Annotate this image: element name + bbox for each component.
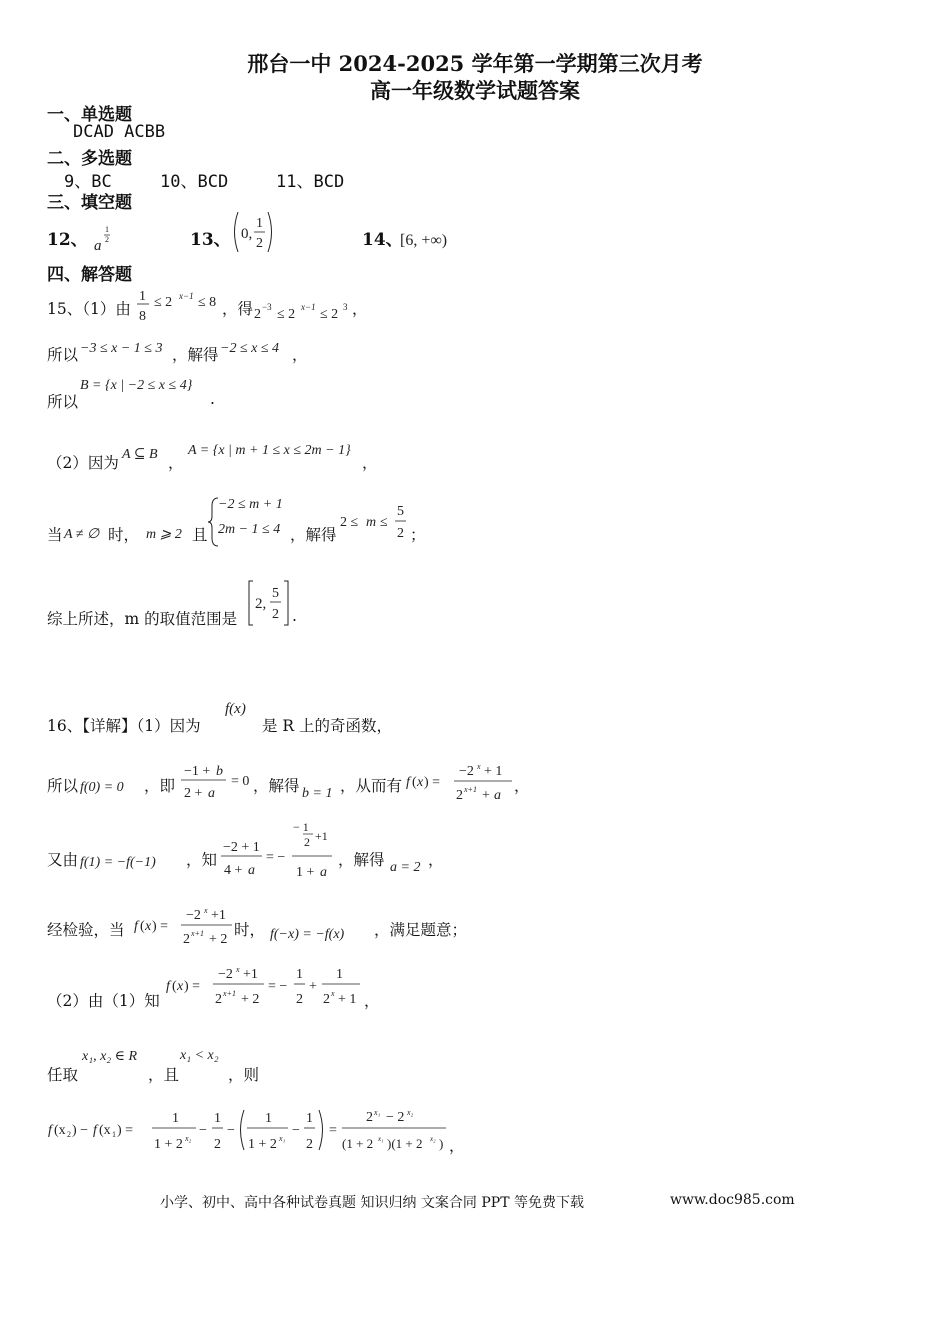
svg-text:x−1: x−1: [301, 302, 316, 312]
svg-text:1: 1: [336, 967, 343, 982]
svg-text:(: (: [412, 775, 417, 790]
q16-difference-formula: [46, 1106, 450, 1154]
q16-line3-know: ，知: [186, 851, 218, 869]
svg-text:−3: −3: [262, 302, 272, 312]
q16-line2-prefix: 所以: [47, 777, 79, 795]
label-q14: 14、: [362, 230, 403, 250]
q15-inequality-2: [254, 298, 354, 324]
section-heading-single-choice: 一、单选题: [47, 105, 132, 125]
q15-line1-end: ，: [352, 300, 368, 318]
svg-text:x: x: [477, 762, 481, 771]
svg-text:4 +: 4 +: [224, 863, 243, 878]
q15-conclusion: 综上所述，m 的取值范围是: [47, 610, 238, 628]
q16-line2-formula-b: b = 1: [302, 786, 333, 801]
svg-text:x: x: [236, 965, 240, 974]
document-subtitle: 高一年级数学试题答案: [370, 78, 580, 103]
q16-part2-formula: [164, 962, 366, 1008]
svg-text:≤ 2: ≤ 2: [320, 307, 339, 322]
svg-text:x+1: x+1: [191, 929, 204, 938]
svg-text:2: 2: [183, 932, 190, 947]
q15-line5-prefix: 当: [47, 526, 63, 544]
svg-text:2: 2: [304, 835, 310, 849]
svg-text:x₂: x₂: [407, 1108, 414, 1117]
q16-fx-formula: [404, 760, 516, 804]
svg-text:1 + 2: 1 + 2: [154, 1137, 183, 1152]
svg-text:x: x: [145, 919, 152, 934]
q16-line3-formula-1: f(1) = −f(−1): [80, 855, 156, 870]
svg-text:2: 2: [366, 1110, 373, 1125]
svg-text:2: 2: [256, 236, 263, 251]
answer-q11: 11、BCD: [276, 172, 345, 192]
q16-part2-end: ，: [364, 992, 380, 1010]
label-q12: 12、: [47, 230, 88, 250]
q15-range-formula: [246, 578, 294, 628]
svg-text:1: 1: [172, 1111, 179, 1126]
svg-text:) =: ) =: [424, 775, 441, 790]
svg-text:1 +: 1 +: [296, 865, 315, 880]
svg-text:5: 5: [397, 504, 404, 519]
q16-line4-prefix: 经检验，当: [47, 921, 125, 939]
svg-text:2: 2: [397, 526, 404, 541]
svg-text:x+1: x+1: [464, 785, 477, 794]
q16-line3-solve: ，解得: [338, 851, 385, 869]
svg-text:(x: (x: [54, 1123, 66, 1138]
q15-line1-mid: ，得: [222, 300, 254, 318]
q15-line5-formula-1: A ≠ ∅: [64, 527, 100, 542]
svg-text:): ): [439, 1136, 444, 1151]
answer-q14-formula: [400, 226, 462, 252]
svg-text:a: a: [94, 238, 102, 254]
q15-line2-mid: ，解得: [172, 346, 219, 364]
svg-text:2: 2: [105, 235, 109, 244]
answer-q12-formula: [92, 222, 116, 256]
svg-text:f: f: [406, 775, 410, 790]
q16-fraction-b: [178, 760, 254, 802]
svg-text:≤ 2: ≤ 2: [277, 307, 296, 322]
svg-text:(x: (x: [99, 1123, 111, 1138]
svg-text:(1 + 2: (1 + 2: [342, 1136, 374, 1151]
svg-text:+1: +1: [243, 967, 258, 982]
svg-text:) =: ) =: [117, 1123, 134, 1138]
svg-text:b: b: [216, 764, 223, 779]
q16-line6-formula-1: x₁, x₂ ∈ R: [82, 1049, 138, 1064]
q16-line2-ie: ，即: [144, 777, 176, 795]
svg-text:−: −: [292, 1123, 300, 1138]
document-title: 邢台一中 2024-2025 学年第一学期第三次月考: [247, 51, 703, 76]
svg-text:2: 2: [214, 1137, 221, 1152]
svg-text:2: 2: [67, 1130, 71, 1139]
q16-line2-solve: ，解得: [253, 777, 300, 795]
svg-text:[6, +∞): [6, +∞): [400, 232, 448, 249]
svg-text:2: 2: [215, 992, 222, 1007]
svg-text:f: f: [93, 1123, 97, 1138]
svg-text:2 +: 2 +: [184, 786, 203, 801]
q15-line1-prefix: 15、（1）由: [47, 300, 131, 318]
svg-text:=: =: [329, 1123, 337, 1138]
q16-equation-a: [218, 818, 338, 884]
q15-part2-prefix: （2）因为: [47, 454, 119, 472]
svg-text:5: 5: [272, 586, 279, 601]
q16-line4-when: 时，: [234, 921, 266, 939]
svg-text:2: 2: [323, 992, 330, 1007]
svg-text:= −: = −: [268, 979, 288, 994]
q15-line3-formula: B = {x | −2 ≤ x ≤ 4}: [80, 378, 193, 393]
q16-line6-then: ，则: [228, 1066, 260, 1084]
svg-text:−2: −2: [218, 967, 233, 982]
svg-text:a: a: [248, 863, 255, 878]
q16-line7-end: ，: [449, 1137, 465, 1155]
svg-text:2: 2: [272, 607, 279, 622]
q16-part2-prefix: （2）由（1）知: [47, 992, 160, 1010]
svg-text:≤ 8: ≤ 8: [198, 295, 217, 310]
section-heading-solution: 四、解答题: [47, 265, 132, 285]
q15-line5-when: 时，: [108, 526, 140, 544]
q15-system-eq1: −2 ≤ m + 1: [218, 497, 283, 512]
svg-text:) =: ) =: [152, 919, 169, 934]
q15-result-formula: [340, 500, 412, 542]
svg-text:1: 1: [296, 967, 303, 982]
q15-line3-end: .: [210, 390, 215, 408]
svg-text:x: x: [204, 906, 208, 915]
q16-line4-end: ，满足题意；: [374, 921, 468, 939]
section-heading-multi-choice: 二、多选题: [47, 149, 132, 169]
svg-text:f: f: [134, 919, 138, 934]
svg-text:f: f: [166, 979, 170, 994]
svg-text:)(1 + 2: )(1 + 2: [387, 1136, 423, 1151]
svg-text:x: x: [417, 775, 424, 790]
q15-system-eq2: 2m − 1 ≤ 4: [218, 522, 281, 537]
q15-part2-formula-1: A ⊆ B: [122, 447, 158, 462]
svg-text:x: x: [331, 989, 335, 998]
answer-q13-formula: [228, 208, 278, 256]
svg-text:− 1: − 1: [293, 820, 309, 834]
svg-text:f: f: [48, 1123, 52, 1138]
q16-line2-thus: ，从而有: [340, 777, 403, 795]
svg-text:+: +: [309, 979, 317, 994]
svg-text:x: x: [177, 979, 184, 994]
q15-line5-end: ；: [410, 526, 426, 544]
svg-text:2: 2: [456, 788, 463, 803]
svg-text:+ 2: + 2: [241, 992, 260, 1007]
svg-text:1: 1: [112, 1130, 116, 1139]
svg-text:x₁: x₁: [374, 1108, 381, 1117]
svg-text:≤ 2: ≤ 2: [154, 295, 173, 310]
svg-text:2 ≤: 2 ≤: [340, 515, 359, 530]
q15-line2-formula-1: −3 ≤ x − 1 ≤ 3: [80, 341, 163, 356]
svg-text:+ 1: + 1: [484, 764, 503, 779]
single-choice-answers: DCAD ACBB: [73, 122, 166, 142]
q15-conclusion-end: .: [292, 607, 297, 625]
q16-line2-formula-1: f(0) = 0: [80, 780, 124, 795]
svg-text:1: 1: [139, 289, 146, 304]
answer-q10: 10、BCD: [160, 172, 229, 192]
q15-line2-prefix: 所以: [47, 346, 79, 364]
svg-text:= 0: = 0: [231, 774, 250, 789]
svg-text:≤: ≤: [380, 515, 388, 530]
q15-line2-end: ，: [292, 346, 308, 364]
q15-part2-mid: ，: [168, 454, 184, 472]
svg-text:2: 2: [296, 992, 303, 1007]
svg-text:1: 1: [105, 225, 109, 234]
label-q13: 13、: [190, 230, 231, 250]
footer-website-link[interactable]: www.doc985.com: [670, 1192, 795, 1208]
svg-text:a: a: [320, 865, 327, 880]
svg-text:(: (: [172, 979, 177, 994]
q16-line1-formula: f(x): [225, 701, 246, 717]
svg-text:1 + 2: 1 + 2: [248, 1137, 277, 1152]
svg-text:0,: 0,: [241, 226, 253, 242]
q16-line2-end: ，: [514, 777, 530, 795]
svg-text:2,: 2,: [255, 596, 267, 612]
svg-text:3: 3: [343, 302, 348, 312]
svg-text:−2: −2: [459, 764, 474, 779]
svg-text:1: 1: [306, 1111, 313, 1126]
svg-text:−2: −2: [186, 908, 201, 923]
svg-text:x+1: x+1: [223, 989, 236, 998]
q16-line1-end: 是 R 上的奇函数，: [262, 717, 393, 735]
section-heading-fill-blank: 三、填空题: [47, 193, 132, 213]
q16-line6-prefix: 任取: [47, 1066, 79, 1084]
svg-text:+1: +1: [315, 829, 328, 843]
svg-text:(: (: [140, 919, 145, 934]
svg-text:) =: ) =: [184, 979, 201, 994]
svg-text:−: −: [227, 1123, 235, 1138]
q15-part2-end: ，: [362, 454, 378, 472]
svg-text:+: +: [482, 788, 490, 803]
q15-line2-formula-2: −2 ≤ x ≤ 4: [220, 341, 280, 356]
svg-text:+ 1: + 1: [338, 992, 357, 1007]
svg-text:x₁: x₁: [279, 1134, 286, 1143]
svg-text:2: 2: [306, 1137, 313, 1152]
q16-check-formula: [132, 904, 236, 948]
svg-text:) −: ) −: [72, 1123, 89, 1138]
q16-line3-prefix: 又由: [47, 851, 79, 869]
q16-line6-formula-2: x₁ < x₂: [180, 1048, 219, 1063]
svg-text:2: 2: [254, 307, 261, 322]
svg-text:1: 1: [265, 1111, 272, 1126]
svg-text:x−1: x−1: [179, 291, 194, 301]
svg-text:− 2: − 2: [386, 1110, 405, 1125]
q16-line4-formula-2: f(−x) = −f(x): [270, 927, 345, 942]
q15-inequality-1: [136, 284, 226, 324]
svg-text:a: a: [208, 786, 215, 801]
svg-text:+1: +1: [211, 908, 226, 923]
q15-line5-solve: ，解得: [290, 526, 337, 544]
q15-line3-prefix: 所以: [47, 393, 79, 411]
q16-line1-prefix: 16、【详解】（1）因为: [47, 717, 201, 735]
footer-promo-text: 小学、初中、高中各种试卷真题 知识归纳 文案合同 PPT 等免费下载: [160, 1195, 584, 1211]
q15-part2-formula-2: A = {x | m + 1 ≤ x ≤ 2m − 1}: [188, 443, 351, 458]
answer-q9: 9、BC: [64, 172, 112, 192]
q15-line5-and: 且: [192, 526, 208, 544]
q16-line3-end: ，: [428, 851, 444, 869]
svg-text:1: 1: [256, 216, 263, 231]
q16-line6-and: ，且: [148, 1066, 180, 1084]
svg-text:= −: = −: [266, 850, 286, 865]
svg-text:+ 2: + 2: [209, 932, 228, 947]
svg-text:−1 +: −1 +: [184, 764, 211, 779]
svg-text:m: m: [366, 515, 377, 530]
svg-text:8: 8: [139, 309, 146, 324]
svg-text:−2 + 1: −2 + 1: [223, 840, 260, 855]
svg-text:x₂: x₂: [185, 1134, 192, 1143]
svg-text:1: 1: [214, 1111, 221, 1126]
q16-line3-formula-a: a = 2: [390, 860, 421, 875]
svg-text:x₂: x₂: [430, 1135, 436, 1143]
q15-line5-formula-2: m ⩾ 2: [146, 527, 182, 542]
svg-text:−: −: [199, 1123, 207, 1138]
svg-text:x₁: x₁: [378, 1135, 384, 1143]
svg-text:a: a: [494, 788, 501, 803]
